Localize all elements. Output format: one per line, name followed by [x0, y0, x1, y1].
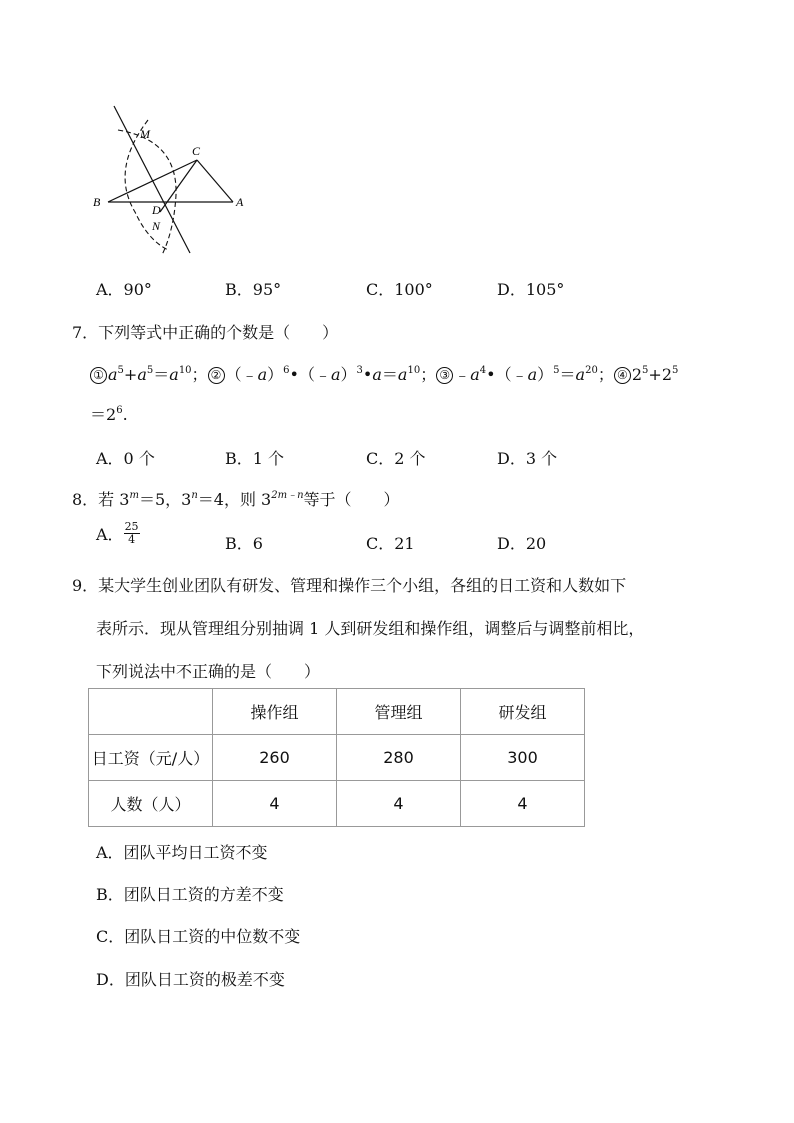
- fraction-numerator: 25: [124, 520, 139, 533]
- label-A: A: [236, 195, 244, 209]
- table-cell: 日工资（元/人）: [89, 735, 213, 781]
- q8-option-a[interactable]: [96, 521, 140, 546]
- q7-line2-sup: 6: [116, 405, 123, 416]
- table-cell: 4: [461, 781, 585, 827]
- table-header-cell: [89, 689, 213, 735]
- fraction-denominator: 4: [128, 533, 136, 546]
- table-header-cell: 研发组: [461, 689, 585, 735]
- label-D: D: [152, 203, 161, 217]
- table-cell: 260: [213, 735, 337, 781]
- q7-stem: 7．下列等式中正确的个数是（ ）: [72, 323, 339, 342]
- table-row: [89, 735, 585, 781]
- geometry-figure: [90, 100, 260, 265]
- q9-line2: 表所示．现从管理组分别抽调 1 人到研发组和操作组，调整后与调整前相比，: [96, 619, 645, 638]
- q7-items: ① $a^5+a^5=a^{10}$； ② $(﹣a)^6•(﹣a)^3•a=a^{10}$； ③ $﹣a^4•(﹣a)^5=a^{20}$； ④ $2^5+2^5$: [90, 362, 678, 385]
- q8-option-c[interactable]: C．21: [366, 534, 415, 553]
- table-cell: 280: [337, 735, 461, 781]
- q7-option-c[interactable]: C．2 个: [366, 449, 426, 468]
- label-C: C: [192, 144, 201, 158]
- q8-exp-m: m: [129, 490, 139, 501]
- item-marker-2: ②: [208, 367, 225, 384]
- q8-option-a-fraction: [124, 521, 140, 546]
- q8-exp-n: n: [191, 490, 198, 501]
- q8-option-d[interactable]: D．20: [497, 534, 547, 553]
- q7-line2-text: ＝2: [90, 405, 117, 424]
- q6-option-a[interactable]: A．90°: [96, 280, 152, 299]
- item-marker-3: ③: [436, 367, 453, 384]
- q8-exp-2m-n: 2m﹣n: [271, 490, 304, 501]
- label-M: M: [140, 127, 150, 141]
- wage-table: [88, 688, 585, 827]
- q6-option-c[interactable]: C．100°: [366, 280, 433, 299]
- q9-option-b[interactable]: B．团队日工资的方差不变: [96, 885, 284, 904]
- q8-suffix: 等于（ ）: [303, 490, 400, 509]
- segment-CA: [197, 160, 233, 202]
- item-marker-4: ④: [614, 367, 631, 384]
- q8-stem: [72, 487, 400, 510]
- table-cell: 人数（人）: [89, 781, 213, 827]
- table-cell: 4: [213, 781, 337, 827]
- q9-option-d[interactable]: D．团队日工资的极差不变: [96, 970, 285, 989]
- q8-option-a-label: A．: [96, 525, 124, 544]
- table-row: [89, 781, 585, 827]
- q7-line2-end: .: [122, 405, 128, 424]
- q7-line2: [90, 402, 128, 425]
- q6-option-d[interactable]: D．105°: [497, 280, 565, 299]
- q7-option-d[interactable]: D．3 个: [497, 449, 558, 468]
- q7-option-b[interactable]: B．1 个: [225, 449, 285, 468]
- q9-option-c[interactable]: C．团队日工资的中位数不变: [96, 927, 301, 946]
- q9-option-a[interactable]: A．团队平均日工资不变: [96, 843, 268, 862]
- table-header-cell: 操作组: [213, 689, 337, 735]
- table-cell: 300: [461, 735, 585, 781]
- q9-line1: 9．某大学生创业团队有研发、管理和操作三个小组，各组的日工资和人数如下: [72, 576, 627, 595]
- q6-option-b[interactable]: B．95°: [225, 280, 282, 299]
- table-cell: 4: [337, 781, 461, 827]
- arc-right: [118, 130, 176, 255]
- table-header-cell: 管理组: [337, 689, 461, 735]
- table-header-row: [89, 689, 585, 735]
- item-marker-1: ①: [90, 367, 107, 384]
- q8-prefix: 8．若 3: [72, 490, 130, 509]
- label-B: B: [93, 195, 101, 209]
- q8-mid2: ＝4，则 3: [197, 490, 272, 509]
- q7-option-a[interactable]: A．0 个: [96, 449, 155, 468]
- label-N: N: [152, 219, 161, 233]
- q8-mid1: ＝5，3: [138, 490, 192, 509]
- q8-option-b[interactable]: B．6: [225, 534, 263, 553]
- segment-CD: [160, 160, 197, 212]
- q9-line3: 下列说法中不正确的是（ ）: [96, 662, 321, 681]
